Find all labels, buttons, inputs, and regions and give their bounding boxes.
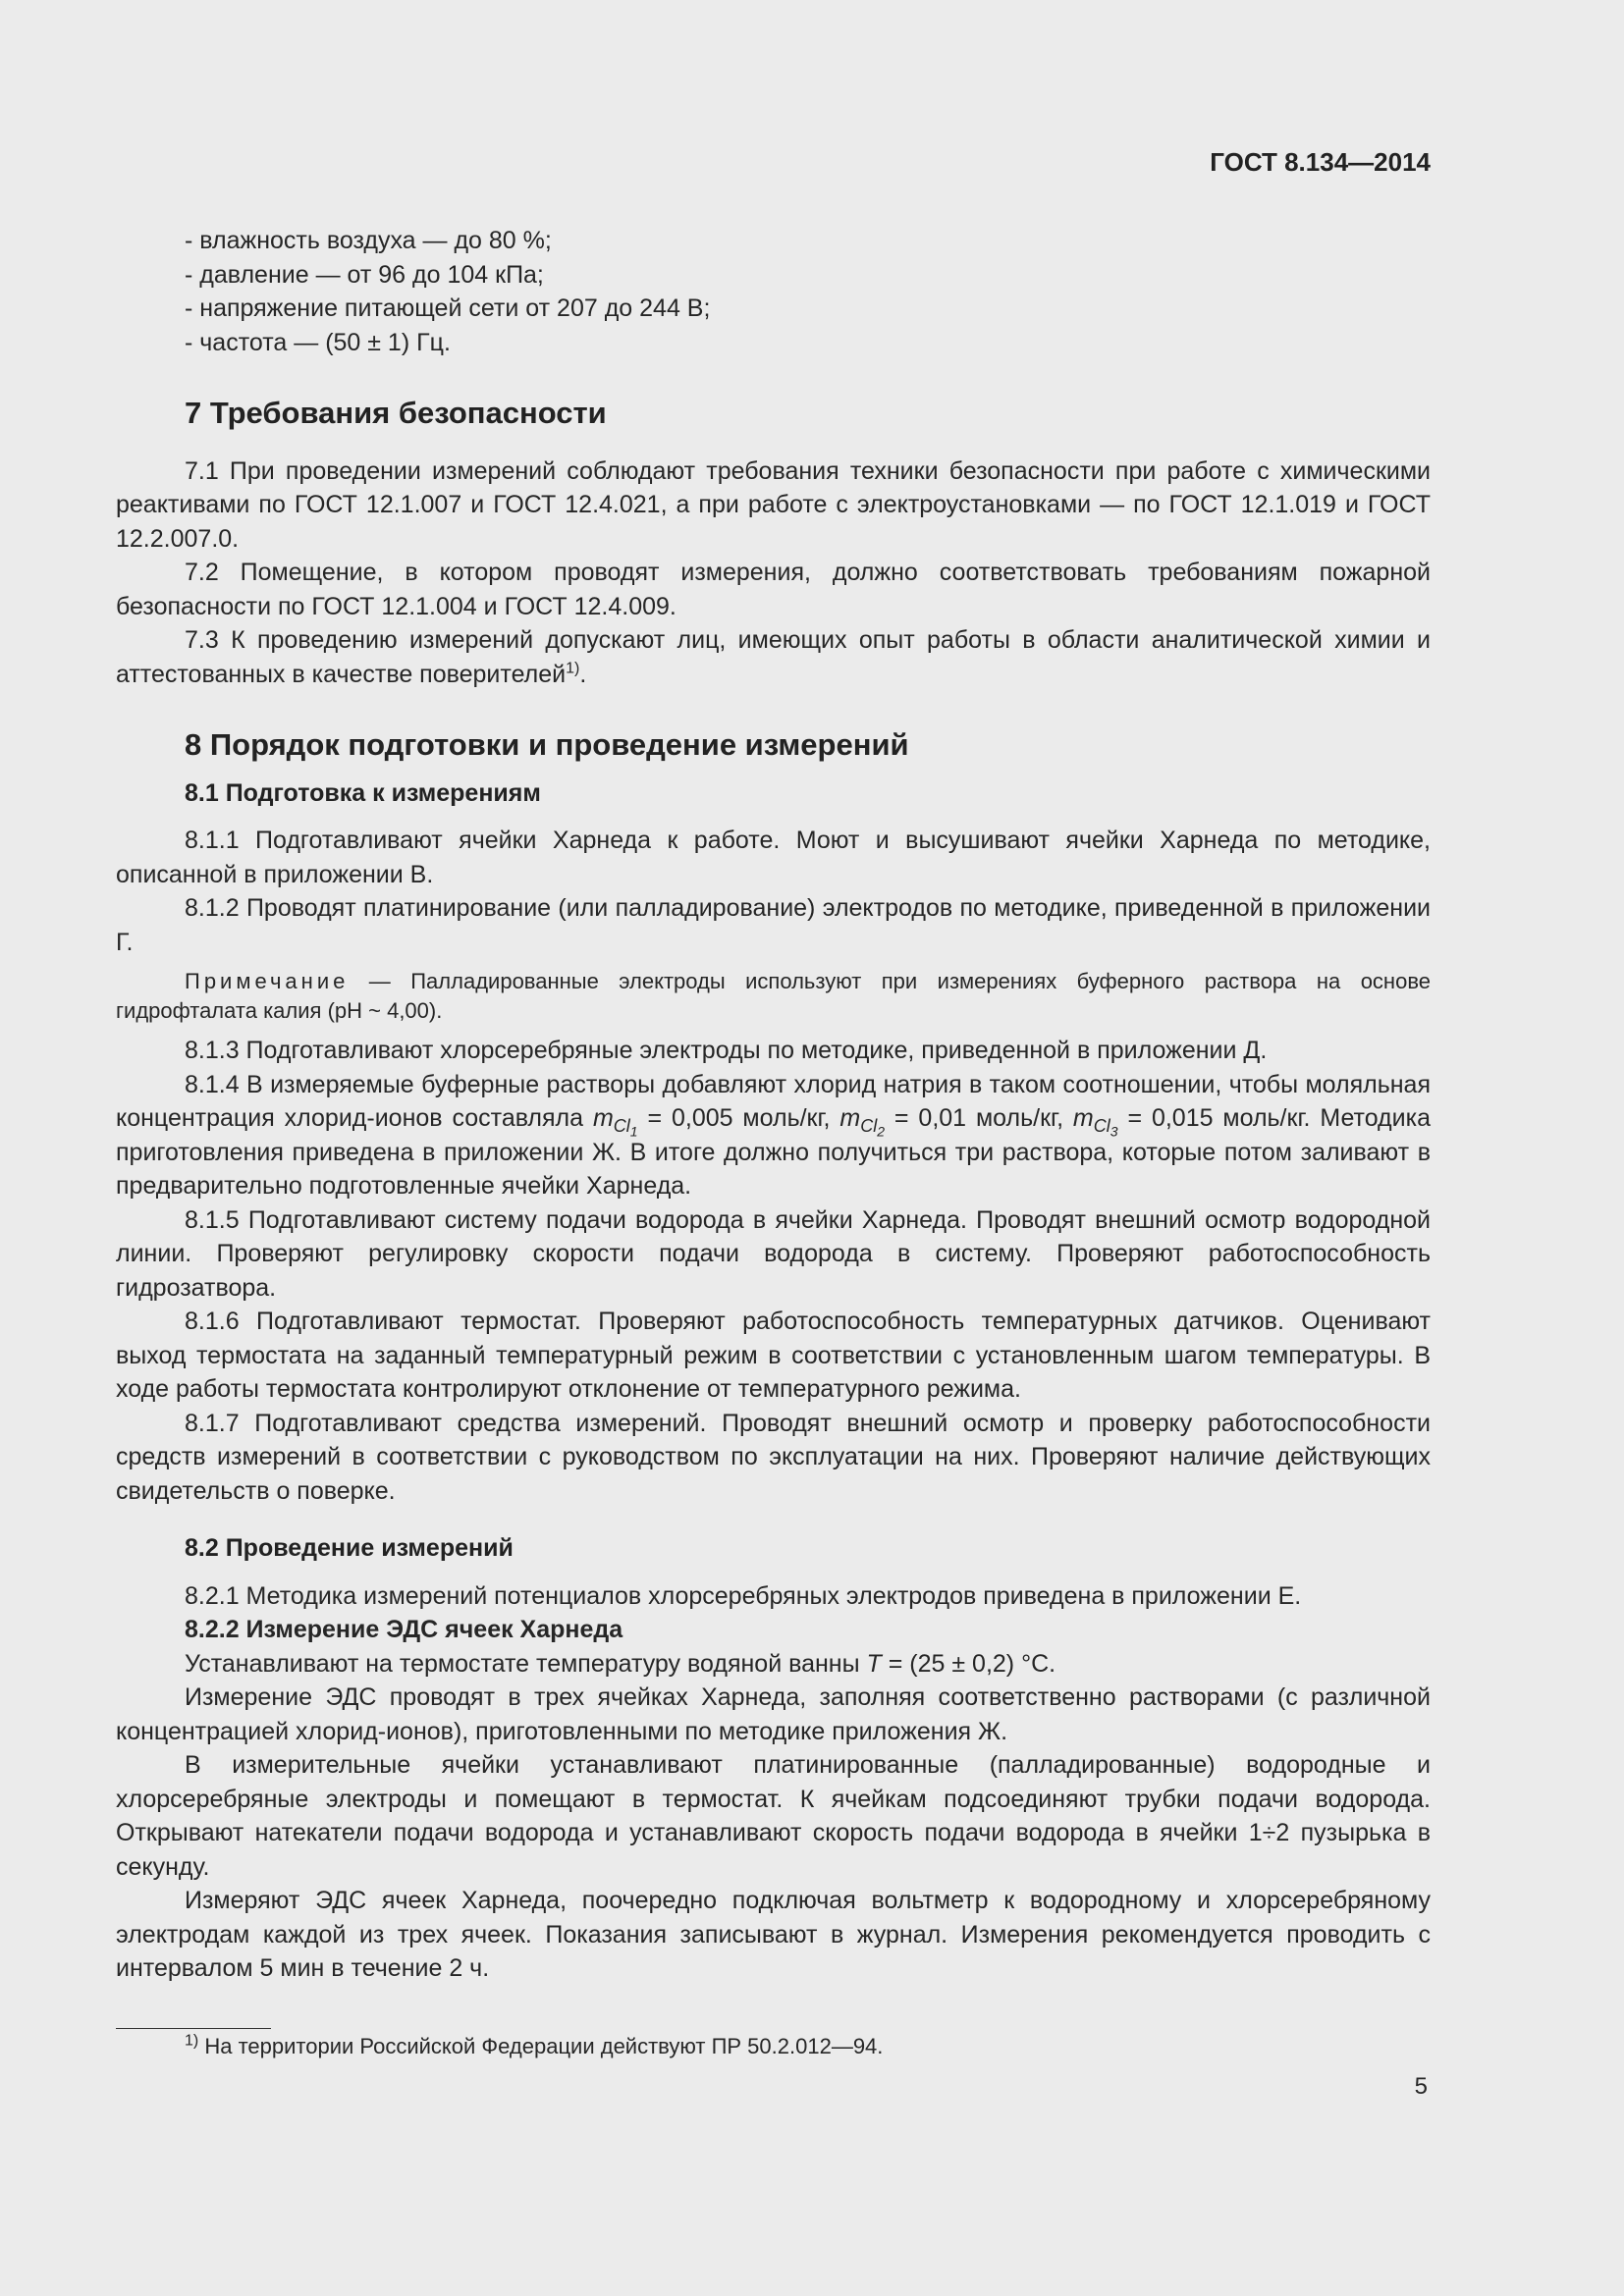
formula-m-cl2: $m_{Cl_2}$: [839, 1104, 886, 1140]
footnote-mark: 1): [185, 2032, 199, 2050]
subsection-8-1-title: 8.1 Подготовка к измерениям: [185, 778, 541, 807]
section-8-title: 8 Порядок подготовки и проведение измерений: [185, 727, 909, 762]
note-label: Примечание: [185, 969, 350, 993]
paragraph-7-2: 7.2 Помещение, в котором проводят измерения, должно соответствовать требованиям пожарной безопасности по ГОСТ 12.1.004 и ГОСТ 12.4.009.: [116, 559, 1431, 620]
paragraph-8-2-1: 8.2.1 Методика измерений потенциалов хлорсеребряных электродов приведена в приложении Е.: [185, 1581, 1302, 1610]
paragraph-7-3: 7.3 К проведению измерений допускают лиц, имеющих опыт работы в области аналитической химии и аттестованных в качестве поверителей$^{1)}$.: [116, 626, 1431, 688]
conditions-list: [116, 224, 1431, 359]
footnote: [185, 2032, 883, 2061]
list-item: - влажность воздуха — до 80 %;: [185, 227, 552, 254]
footnote-text: На территории Российской Федерации действуют ПР 50.2.012—94.: [198, 2034, 884, 2058]
paragraph-8-1-6: 8.1.6 Подготавливают термостат. Проверяют работоспособность температурных датчиков. Оценивают выход термостата на заданный температурный режим в соответствии с установленным шагом температуры. В ходе работы термостата контролируют отклонение от температурного режима.: [116, 1308, 1431, 1403]
paragraph-8-2-2-b: Измерение ЭДС проводят в трех ячейках Харнеда, заполняя соответственно растворами (с различной концентрацией хлорид-ионов), приготовленными по методике приложения Ж.: [116, 1683, 1431, 1745]
formula-m-cl3: $m_{Cl_3}$: [1072, 1104, 1118, 1140]
paragraph-7-1: 7.1 При проведении измерений соблюдают требования техники безопасности при работе с химическими реактивами по ГОСТ 12.1.007 и ГОСТ 12.4.021, а при работе с электроустановками — по ГОСТ 12.1.019 и ГОСТ 12.2.007.0.: [116, 456, 1431, 553]
list-item: - напряжение питающей сети от 207 до 244 В;: [185, 294, 711, 322]
list-item: - давление — от 96 до 104 кПа;: [185, 260, 544, 289]
paragraph-8-1-2: 8.1.2 Проводят платинирование (или палладирование) электродов по методике, приведенной в приложении Г.: [116, 894, 1431, 956]
note-text: — Палладированные электроды используют при измерениях буферного раствора на основе гидрофталата калия (pH ~ 4,00).: [116, 969, 1431, 1023]
subsection-8-2-title: 8.2 Проведение измерений: [185, 1534, 514, 1562]
formula-m-cl1: $m_{Cl_1}$: [592, 1104, 638, 1140]
paragraph-8-2-2-a: Устанавливают на термостате температуру водяной ванны T = (25 ± 0,2) °С.: [185, 1649, 1056, 1678]
footnote-divider: [116, 2028, 271, 2029]
paragraph-8-1-1: 8.1.1 Подготавливают ячейки Харнеда к работе. Моют и высушивают ячейки Харнеда по методике, описанной в приложении В.: [116, 827, 1431, 888]
paragraph-8-2-2-c: В измерительные ячейки устанавливают платинированные (палладированные) водородные и хлорсеребряные электроды и помещают в термостат. К ячейкам подсоединяют трубки подачи водорода. Открывают натекатели подачи водорода и устанавливают скорость подачи водорода в ячейки 1÷2 пузырька в секунду.: [116, 1751, 1431, 1881]
list-item: - частота — (50 ± 1) Гц.: [185, 328, 451, 356]
note: [116, 967, 1431, 1026]
paragraph-8-2-2-d: Измеряют ЭДС ячеек Харнеда, поочередно подключая вольтметр к водородному и хлорсеребряному электродам каждой из трех ячеек. Показания записывают в журнал. Измерения рекомендуется проводить с интервалом 5 мин в течение 2 ч.: [116, 1887, 1431, 1982]
page-number: 5: [1414, 2073, 1428, 2100]
page-content: [116, 224, 1431, 1986]
section-7-title: 7 Требования безопасности: [185, 396, 607, 430]
footnote-ref[interactable]: 1): [566, 660, 580, 677]
paragraph-8-1-7: 8.1.7 Подготавливают средства измерений. Проводят внешний осмотр и проверку работоспособности средств измерений в соответствии с руководством по эксплуатации на них. Проверяют наличие действующих свидетельств о поверке.: [116, 1409, 1431, 1505]
subsection-8-2-2-title: 8.2.2 Измерение ЭДС ячеек Харнеда: [185, 1616, 623, 1643]
paragraph-8-1-5: 8.1.5 Подготавливают систему подачи водорода в ячейки Харнеда. Проводят внешний осмотр водородной линии. Проверяют регулировку скорости подачи водорода в систему. Проверяют работоспособность гидрозатвора.: [116, 1205, 1431, 1302]
paragraph-8-1-3: 8.1.3 Подготавливают хлорсеребряные электроды по методике, приведенной в приложении Д.: [185, 1037, 1268, 1064]
standard-code: ГОСТ 8.134—2014: [1210, 147, 1431, 177]
paragraph-8-1-4: 8.1.4 В измеряемые буферные растворы добавляют хлорид натрия в таком соотношении, чтобы моляльная концентрация хлорид-ионов составляла $m_{Cl_1} = 0,005$ моль/кг, $m_{Cl_2} = 0,01$ моль/кг, $m_{Cl_3} = 0,015$ моль/кг. Методика приготовления приведена в приложении Ж. В итоге должно получиться три раствора, которые потом заливают в предварительно подготовленные ячейки Харнеда.: [116, 1070, 1431, 1200]
